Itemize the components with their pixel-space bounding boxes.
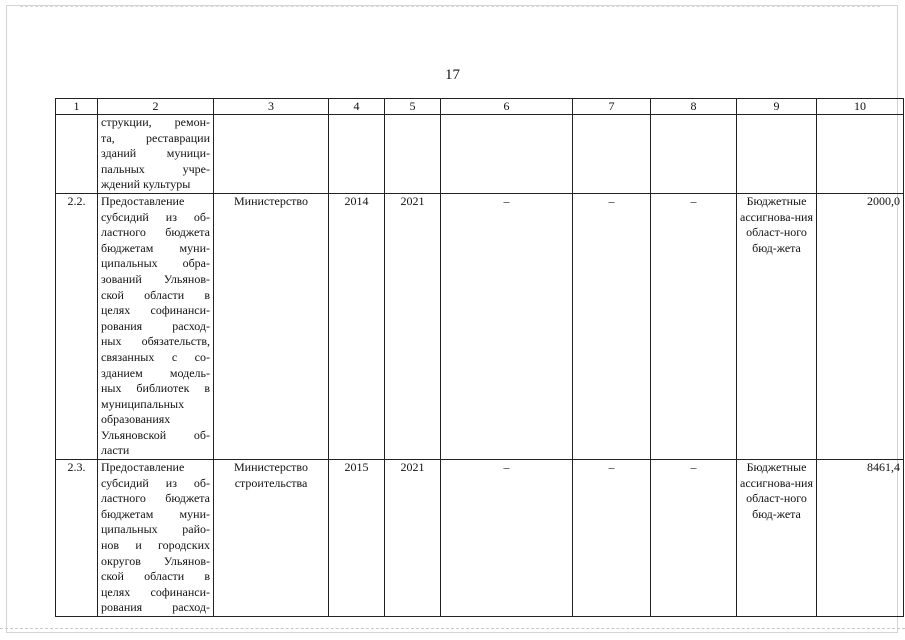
num-cell	[56, 115, 98, 194]
amount-cell: 2000,0	[817, 193, 904, 459]
description-line: целях софинанси-	[101, 584, 210, 599]
description-line: ласти	[101, 443, 130, 458]
table-row	[56, 460, 904, 617]
description-line: Предоставление	[101, 193, 185, 208]
end-year-cell	[385, 115, 441, 194]
header-cell: 5	[385, 99, 441, 115]
description-line: зований Ульянов-	[101, 271, 210, 286]
description-line: образованиях	[101, 412, 171, 427]
col7-cell	[573, 115, 651, 194]
description-line: бюджетам муни-	[101, 506, 210, 521]
executor-cell	[214, 115, 329, 194]
col7-cell: –	[573, 460, 651, 617]
description-line: Предоставление	[101, 460, 185, 475]
description-line: ластного бюджета	[101, 225, 210, 240]
col8-cell: –	[651, 193, 737, 459]
source-cell	[737, 115, 817, 194]
description-cell	[98, 115, 214, 194]
header-cell: 8	[651, 99, 737, 115]
description-line: ластного бюджета	[101, 491, 210, 506]
description-line: та, реставрации	[101, 130, 210, 145]
source-cell: Бюджетные ассигнова-ния област-ного бюд-жета	[737, 193, 817, 459]
description-line: рования расход-	[101, 318, 210, 333]
executor-cell: Министерство	[214, 193, 329, 459]
scan-artifact-top	[20, 6, 880, 7]
description-line: связанных с со-	[101, 349, 210, 364]
source-cell: Бюджетные ассигнова-ния област-ного бюд-жета	[737, 460, 817, 617]
description-line: субсидий из об-	[101, 475, 210, 490]
end-year-cell: 2021	[385, 460, 441, 617]
table-row	[56, 193, 904, 459]
num-cell: 2.2.	[56, 193, 98, 459]
header-cell: 4	[329, 99, 385, 115]
col6-cell: –	[441, 193, 573, 459]
header-cell: 10	[817, 99, 904, 115]
description-line: целях софинанси-	[101, 303, 210, 318]
description-line: рования расход-	[101, 600, 210, 615]
col7-cell: –	[573, 193, 651, 459]
amount-cell: 8461,4	[817, 460, 904, 617]
executor-cell: Министерство строительства	[214, 460, 329, 617]
description-line: пальных учре-	[101, 161, 210, 176]
col6-cell	[441, 115, 573, 194]
description-cell	[98, 460, 214, 617]
page-number: 17	[445, 67, 460, 83]
description-line: Ульяновской об-	[101, 427, 210, 442]
col6-cell: –	[441, 460, 573, 617]
col8-cell: –	[651, 460, 737, 617]
header-cell: 3	[214, 99, 329, 115]
description-line: нов и городских	[101, 538, 210, 553]
header-cell: 6	[441, 99, 573, 115]
description-line: зданием модель-	[101, 365, 210, 380]
header-row	[56, 99, 904, 115]
amount-cell	[817, 115, 904, 194]
description-line: муниципальных	[101, 396, 185, 411]
description-line: струкции, ремон-	[101, 115, 210, 129]
description-line: ципальных райо-	[101, 522, 210, 537]
description-line: ской области в	[101, 287, 210, 302]
start-year-cell	[329, 115, 385, 194]
description-line: субсидий из об-	[101, 209, 210, 224]
scan-artifact-bottom	[0, 628, 905, 629]
program-table	[55, 98, 904, 617]
description-line: ской области в	[101, 569, 210, 584]
description-line: ных библиотек в	[101, 381, 210, 396]
start-year-cell: 2014	[329, 193, 385, 459]
description-line: ных обязательств,	[101, 334, 210, 349]
num-cell: 2.3.	[56, 460, 98, 617]
end-year-cell: 2021	[385, 193, 441, 459]
col8-cell	[651, 115, 737, 194]
description-cell	[98, 193, 214, 459]
start-year-cell: 2015	[329, 460, 385, 617]
description-line: бюджетам муни-	[101, 240, 210, 255]
description-line: ждений культуры	[101, 177, 191, 192]
description-line: ципальных обра-	[101, 256, 210, 271]
continuation-row	[56, 115, 904, 194]
header-cell: 7	[573, 99, 651, 115]
header-cell: 9	[737, 99, 817, 115]
description-line: зданий муници-	[101, 146, 210, 161]
header-cell: 1	[56, 99, 98, 115]
description-line: округов Ульянов-	[101, 553, 210, 568]
header-cell: 2	[98, 99, 214, 115]
